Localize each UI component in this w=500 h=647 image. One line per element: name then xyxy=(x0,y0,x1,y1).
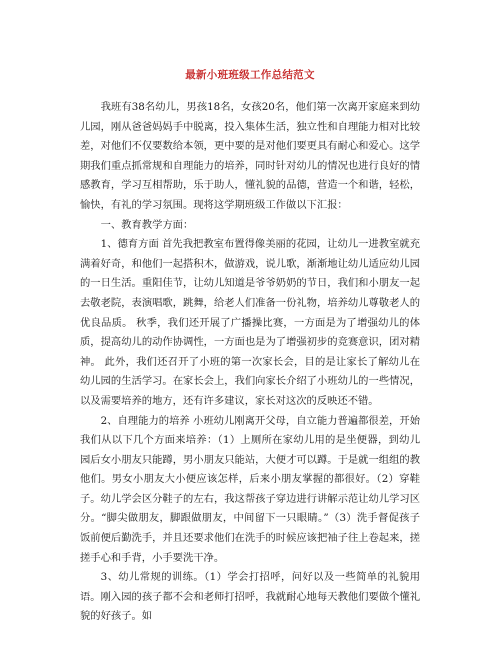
moral-education-paragraph: 1、德育方面 首先我把教室布置得像美丽的花园，让幼儿一进教室就充满着好奇，和他们一起搭积木，做游戏，说儿歌，渐渐地让幼儿适应幼儿园的一日生活。重阳佳节，让幼儿知道是爷爷奶奶的节日，我们和小朋友一起去敬老院，表演唱歌，跳舞，给老人们准备一份礼物，培养幼儿尊敬老人的优良品质。 秋季，我们还开展了广播操比赛，一方面是为了增强幼儿的体质，提高幼儿的动作协调性，一方面也是为了增强初步的竞赛意识，团对精神。 此外，我们还召开了小班的第一次家长会，目的是让家长了解幼儿在幼儿园的生活学习。在家长会上，我们向家长介绍了小班幼儿的一些情况，以及需要培养的地方，还有许多建议，家长对这次的反映还不错。 xyxy=(80,238,420,407)
intro-paragraph: 我班有38名幼儿，男孩18名，女孩20名，他们第一次离开家庭来到幼儿园，刚从爸爸妈妈手中脱离，投入集体生活，独立性和自理能力相对比较差，对他们不仅要数给本领，更中要的是对他们要更具有耐心和爱心。这学期我们重点抓常规和自理能力的培养，同时针对幼儿的情况也进行良好的情感教育，学习互相帮助，乐于助人，懂礼貌的品德，营造一个和谐，轻松，愉快，有礼的学习氛围。现将这学期班级工作做以下汇报： xyxy=(80,101,420,211)
section-heading-teaching: 一、教育教学方面： xyxy=(100,218,194,231)
self-care-paragraph: 2、自理能力的培养 小班幼儿刚离开父母，自立能力普遍都很差，开始我们从以下几个方面来培养：（1）上厕所在家幼儿用的是坐便器，到幼儿园后女小朋友只能蹲，男小朋友只能站，大便才可以蹲。于是就一组组的教他们。男女小朋友大小便应该怎样，后来小朋友掌握的都很好。（2）穿鞋子。幼儿学会区分鞋子的左右，我这帮孩子穿边进行讲解示范让幼儿学习区分。“脚尖做朋友，脚跟做朋友，中间留下一只眼睛。”（3）洗手督促孩子饭前便后勤洗手，并且还要求他们在洗手的时候应该把袖子往上卷起来，搓搓手心和手背，小手要洗干净。 xyxy=(80,414,420,564)
document-title: 最新小班班级工作总结范文 xyxy=(185,69,315,81)
document-body xyxy=(80,98,420,627)
routine-training-paragraph: 3、幼儿常规的训练。（1）学会打招呼，问好以及一些简单的礼貌用语。刚入园的孩子都不会和老师打招呼，我就耐心地每天教他们要做个懂礼貌的好孩子。如 xyxy=(80,571,420,623)
